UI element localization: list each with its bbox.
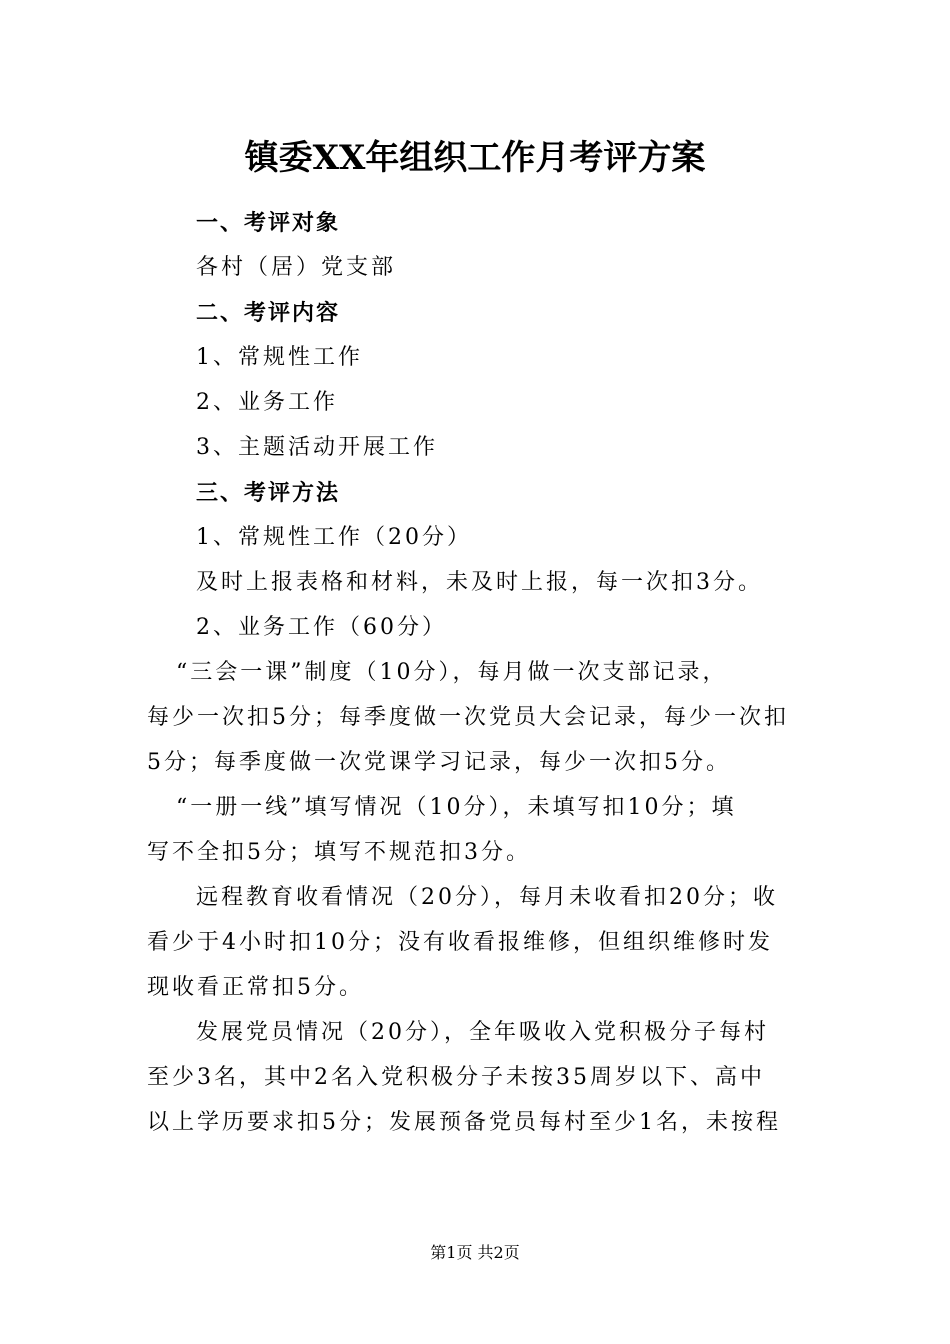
list-item: 3、主题活动开展工作	[196, 435, 438, 460]
paragraph-line: “三会一课”制度（10分），每月做一次支部记录，	[176, 660, 728, 685]
paragraph-line: 远程教育收看情况（20分），每月未收看扣20分；收	[196, 885, 778, 910]
section-body: 各村（居）党支部	[196, 255, 397, 280]
paragraph-line: 以上学历要求扣5分；发展预备党员每村至少1名，未按程	[147, 1110, 781, 1135]
paragraph-line: 现收看正常扣5分。	[147, 975, 364, 1000]
paragraph-line: 写不全扣5分；填写不规范扣3分。	[147, 840, 531, 865]
document-title: 镇委XX年组织工作月考评方案	[244, 138, 706, 178]
section-heading-1: 一、考评对象	[196, 210, 341, 236]
paragraph-line: “一册一线”填写情况（10分），未填写扣10分；填	[176, 795, 737, 820]
subsection-heading: 2、业务工作（60分）	[196, 615, 447, 640]
paragraph-line: 每少一次扣5分；每季度做一次党员大会记录，每少一次扣	[147, 705, 789, 730]
paragraph-line: 看少于4小时扣10分；没有收看报维修，但组织维修时发	[147, 930, 773, 955]
list-item: 2、业务工作	[196, 390, 338, 415]
list-item: 1、常规性工作	[196, 345, 363, 370]
paragraph-line: 发展党员情况（20分），全年吸收入党积极分子每村	[196, 1020, 769, 1045]
section-heading-3: 三、考评方法	[196, 480, 341, 506]
paragraph-line: 及时上报表格和材料，未及时上报，每一次扣3分。	[196, 570, 763, 595]
paragraph-line: 5分；每季度做一次党课学习记录，每少一次扣5分。	[147, 750, 731, 775]
section-heading-2: 二、考评内容	[196, 300, 341, 326]
paragraph-line: 至少3名，其中2名入党积极分子未按35周岁以下、高中	[147, 1065, 765, 1090]
subsection-heading: 1、常规性工作（20分）	[196, 525, 472, 550]
page-footer: 第1页 共2页	[430, 1243, 520, 1262]
